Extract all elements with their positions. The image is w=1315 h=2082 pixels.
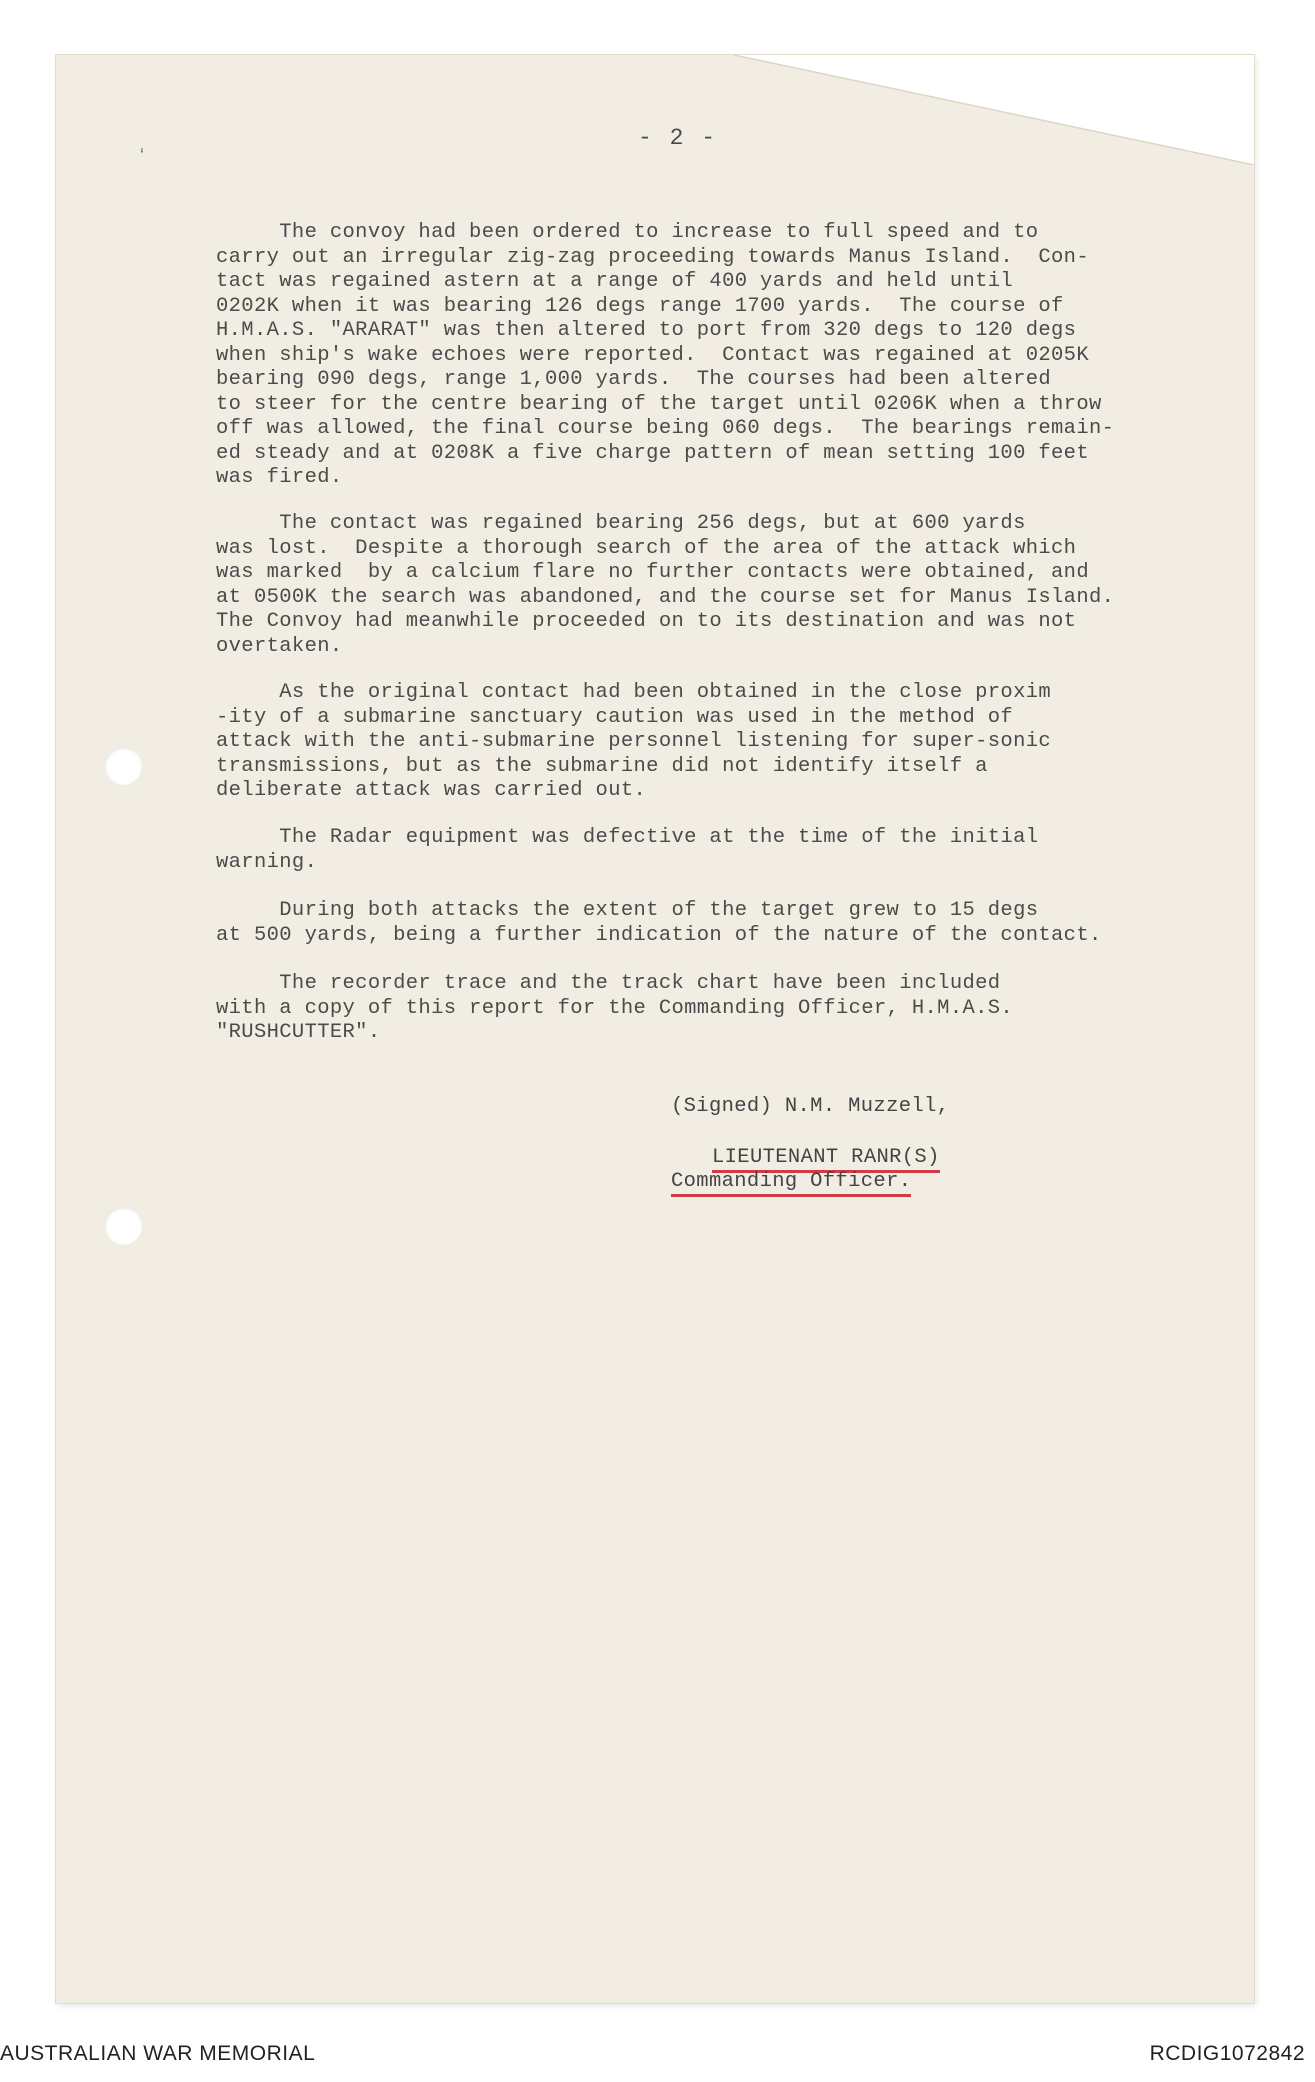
document-page	[56, 55, 1254, 2003]
paragraph-target-extent: During both attacks the extent of the target grew to 15 degs at 500 yards, being a further indication of the nature of the contact.	[216, 899, 1102, 947]
paragraph-radar: The Radar equipment was defective at the time of the initial warning.	[216, 826, 1039, 874]
paragraph-submarine-sanctuary: As the original contact had been obtained in the close proxim -ity of a submarine sanctuary caution was used in the method of attack with the anti-submarine personnel listening for super-sonic transmissions, but as the submarine did not identify itself a deliberate attack was carried out.	[216, 681, 1052, 802]
paragraph-recorder-trace: The recorder trace and the track chart have been included with a copy of this report for the Commanding Officer, H.M.A.S. "RUSHCUTTER".	[216, 972, 1014, 1044]
punch-hole-upper	[104, 747, 142, 785]
footer-institution: AUSTRALIAN WAR MEMORIAL	[0, 2042, 316, 2065]
footer-record-id: RCDIG1072842	[1149, 2042, 1305, 2065]
paragraph-contact-regained: The contact was regained bearing 256 degs, but at 600 yards was lost. Despite a thorough search of the area of the attack which was marked by a calcium flare no further contacts were obtained, and at 0500K the search was abandoned, and the course set for Manus Island. The Convoy had meanwhile proceeded on to its destination and was not overtaken.	[216, 512, 1115, 658]
signature-line: (Signed) N.M. Muzzell,	[671, 1095, 950, 1118]
signature-title: Commanding Officer.	[671, 1170, 911, 1197]
paragraph-convoy: The convoy had been ordered to increase to full speed and to carry out an irregular zig-zag proceeding towards Manus Island. Con- tact was regained astern at a range of 400 yards and held until 0202K when it was bearing 126 degs range 1700 yards. The course of H.M.A.S. "ARARAT" was then altered to port from 320 degs to 120 degs when ship's wake echoes were reported. Contact was regained at 0205K bearing 090 degs, range 1,000 yards. The courses had been altered to steer for the centre bearing of the target until 0206K when a throw off was allowed, the final course being 060 degs. The bearings remain- ed steady and at 0208K a five charge pattern of mean setting 100 feet was fired.	[216, 221, 1115, 489]
margin-mark: ʻ	[136, 147, 149, 170]
page-number: - 2 -	[638, 125, 718, 151]
folded-corner	[734, 55, 1254, 165]
signature-rank: LIEUTENANT RANR(S)	[712, 1146, 940, 1173]
punch-hole-lower	[104, 1207, 142, 1245]
